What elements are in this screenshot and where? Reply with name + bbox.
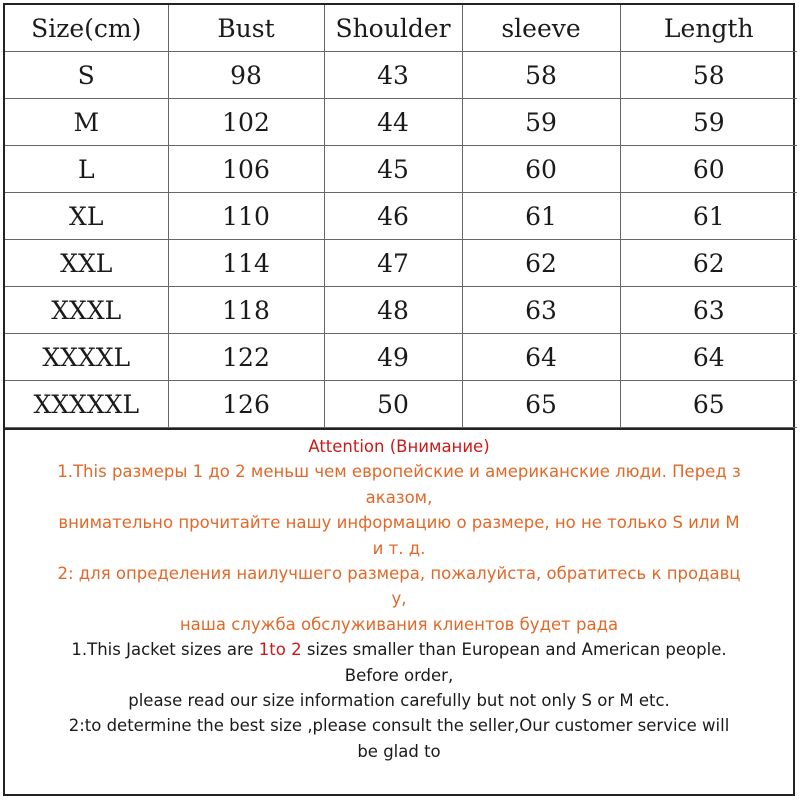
en-note-text: 1.This Jacket sizes are (71, 640, 259, 660)
cell-sleeve: 65 (462, 381, 620, 428)
cell-shoulder: 44 (324, 99, 462, 146)
cell-length: 65 (620, 381, 797, 428)
cell-sleeve: 61 (462, 193, 620, 240)
cell-size: L (5, 146, 168, 193)
cell-length: 63 (620, 287, 797, 334)
cell-bust: 114 (168, 240, 324, 287)
en-note-line: be glad to (357, 741, 441, 761)
cell-size: XXXXL (5, 334, 168, 381)
cell-bust: 122 (168, 334, 324, 381)
ru-note-line: внимательно прочитайте нашу информацию о размере, но не только S или M (58, 513, 740, 533)
cell-bust: 98 (168, 52, 324, 99)
cell-size: XL (5, 193, 168, 240)
table-row (5, 287, 797, 334)
cell-length: 62 (620, 240, 797, 287)
ru-note-line: у, (391, 589, 407, 609)
table-row (5, 240, 797, 287)
en-note-line (9, 637, 789, 662)
en-note-text: sizes smaller than European and American people. (301, 640, 727, 660)
cell-shoulder: 45 (324, 146, 462, 193)
cell-size: S (5, 52, 168, 99)
table-row (5, 193, 797, 240)
cell-sleeve: 59 (462, 99, 620, 146)
cell-shoulder: 48 (324, 287, 462, 334)
table-row (5, 99, 797, 146)
cell-shoulder: 47 (324, 240, 462, 287)
cell-sleeve: 62 (462, 240, 620, 287)
cell-length: 59 (620, 99, 797, 146)
cell-shoulder: 46 (324, 193, 462, 240)
cell-size: M (5, 99, 168, 146)
cell-size: XXXL (5, 287, 168, 334)
cell-length: 64 (620, 334, 797, 381)
cell-sleeve: 58 (462, 52, 620, 99)
table-row (5, 146, 797, 193)
cell-bust: 126 (168, 381, 324, 428)
table-row (5, 52, 797, 99)
size-chart (3, 3, 795, 796)
table-row (5, 381, 797, 428)
en-note-highlight: 1to 2 (258, 640, 302, 660)
header-length: Length (620, 5, 797, 52)
cell-length: 58 (620, 52, 797, 99)
header-sleeve: sleeve (462, 5, 620, 52)
cell-bust: 102 (168, 99, 324, 146)
cell-size: XXXXXL (5, 381, 168, 428)
cell-bust: 118 (168, 287, 324, 334)
ru-note-line: и т. д. (372, 538, 426, 558)
table-header-row (5, 5, 797, 52)
cell-shoulder: 43 (324, 52, 462, 99)
ru-note-line: аказом, (365, 487, 433, 507)
size-table (5, 5, 797, 428)
cell-length: 60 (620, 146, 797, 193)
ru-note-line: 2: для определения наилучшего размера, пожалуйста, обратитесь к продавц (57, 564, 741, 584)
cell-sleeve: 60 (462, 146, 620, 193)
ru-note-line: наша служба обслуживания клиентов будет рада (179, 614, 619, 634)
cell-sleeve: 64 (462, 334, 620, 381)
header-bust: Bust (168, 5, 324, 52)
cell-bust: 110 (168, 193, 324, 240)
header-shoulder: Shoulder (324, 5, 462, 52)
cell-bust: 106 (168, 146, 324, 193)
cell-length: 61 (620, 193, 797, 240)
table-row (5, 334, 797, 381)
cell-shoulder: 50 (324, 381, 462, 428)
ru-note-line: 1.This размеры 1 до 2 меньш чем европейские и американские люди. Перед з (57, 462, 741, 482)
cell-shoulder: 49 (324, 334, 462, 381)
notes-section (5, 428, 793, 764)
en-note-line: please read our size information carefully but not only S or M etc. (128, 691, 670, 711)
cell-size: XXL (5, 240, 168, 287)
en-note-line: Before order, (344, 665, 454, 685)
cell-sleeve: 63 (462, 287, 620, 334)
header-size: Size(cm) (5, 5, 168, 52)
attention-heading: Attention (Внимание) (308, 437, 490, 456)
en-note-line: 2:to determine the best size ,please consult the seller,Our customer service will (68, 716, 730, 736)
